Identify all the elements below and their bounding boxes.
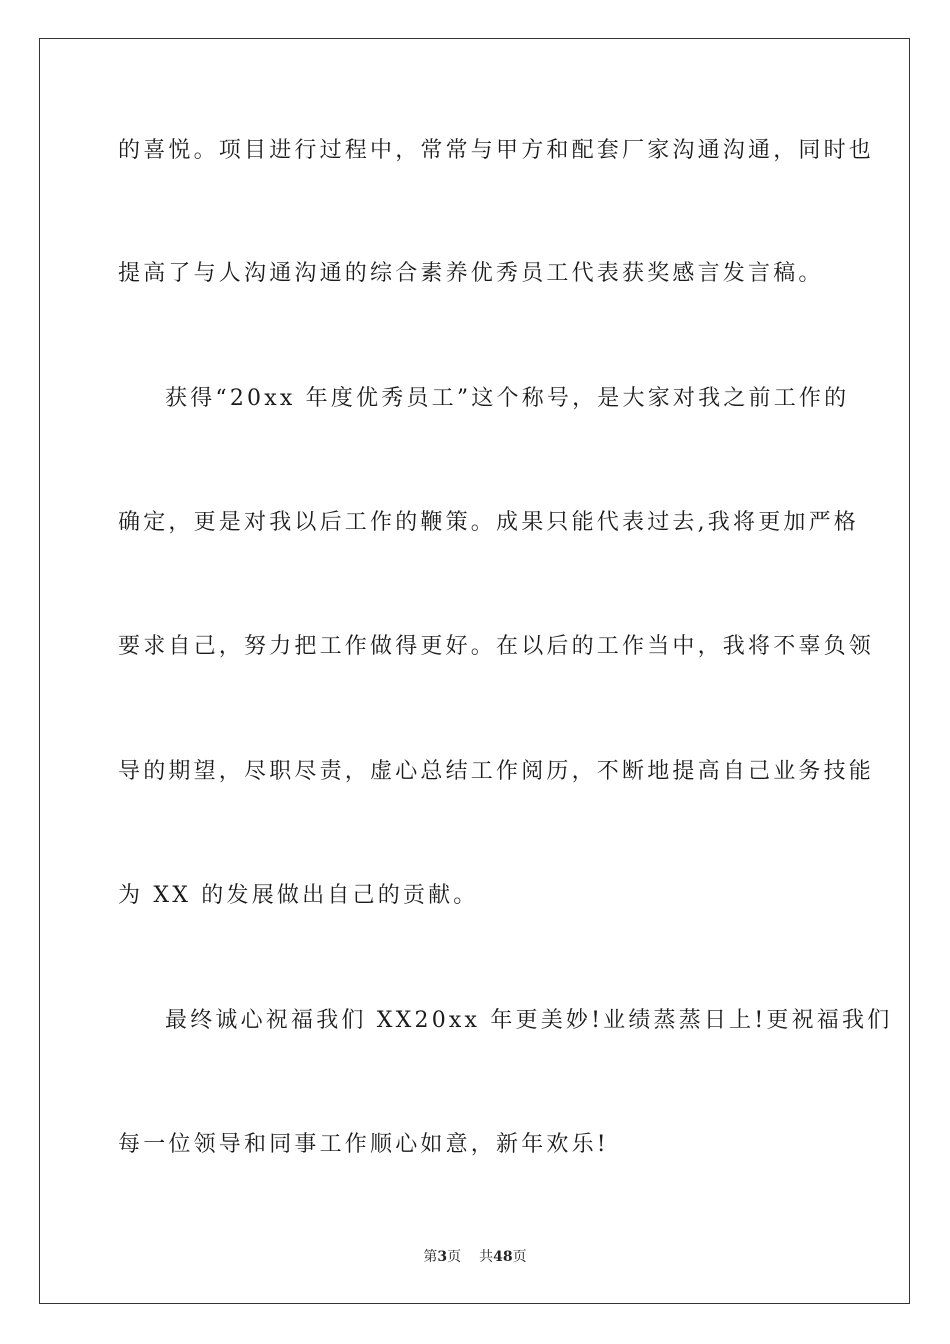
paragraph-line-9: 每一位领导和同事工作顺心如意，新年欢乐! xyxy=(118,1132,609,1157)
page-number: 3 xyxy=(437,1249,448,1265)
page-suffix: 页 xyxy=(447,1249,462,1265)
paragraph-line-6: 导的期望，尽职尽责，虚心总结工作阅历，不断地提高自己业务技能 xyxy=(118,759,875,784)
paragraph-line-4: 确定，更是对我以后工作的鞭策。成果只能代表过去,我将更加严格 xyxy=(118,510,859,535)
paragraph-line-7: 为 XX 的发展做出自己的贡献。 xyxy=(118,883,479,908)
page-border xyxy=(39,38,910,1304)
paragraph-line-5: 要求自己，努力把工作做得更好。在以后的工作当中，我将不辜负领 xyxy=(118,634,875,659)
total-prefix: 共 xyxy=(479,1249,494,1265)
page-footer xyxy=(0,1248,950,1266)
total-suffix: 页 xyxy=(512,1249,527,1265)
paragraph-line-8: 最终诚心祝福我们 XX20xx 年更美妙!业绩蒸蒸日上!更祝福我们 xyxy=(165,1008,893,1033)
paragraph-line-2: 提高了与人沟通沟通的综合素养优秀员工代表获奖感言发言稿。 xyxy=(118,261,824,286)
page-prefix: 第 xyxy=(423,1249,438,1265)
paragraph-line-1: 的喜悦。项目进行过程中，常常与甲方和配套厂家沟通沟通，同时也 xyxy=(118,138,875,163)
total-pages: 48 xyxy=(493,1249,513,1265)
paragraph-line-3: 获得“20xx 年度优秀员工”这个称号，是大家对我之前工作的 xyxy=(165,386,850,411)
